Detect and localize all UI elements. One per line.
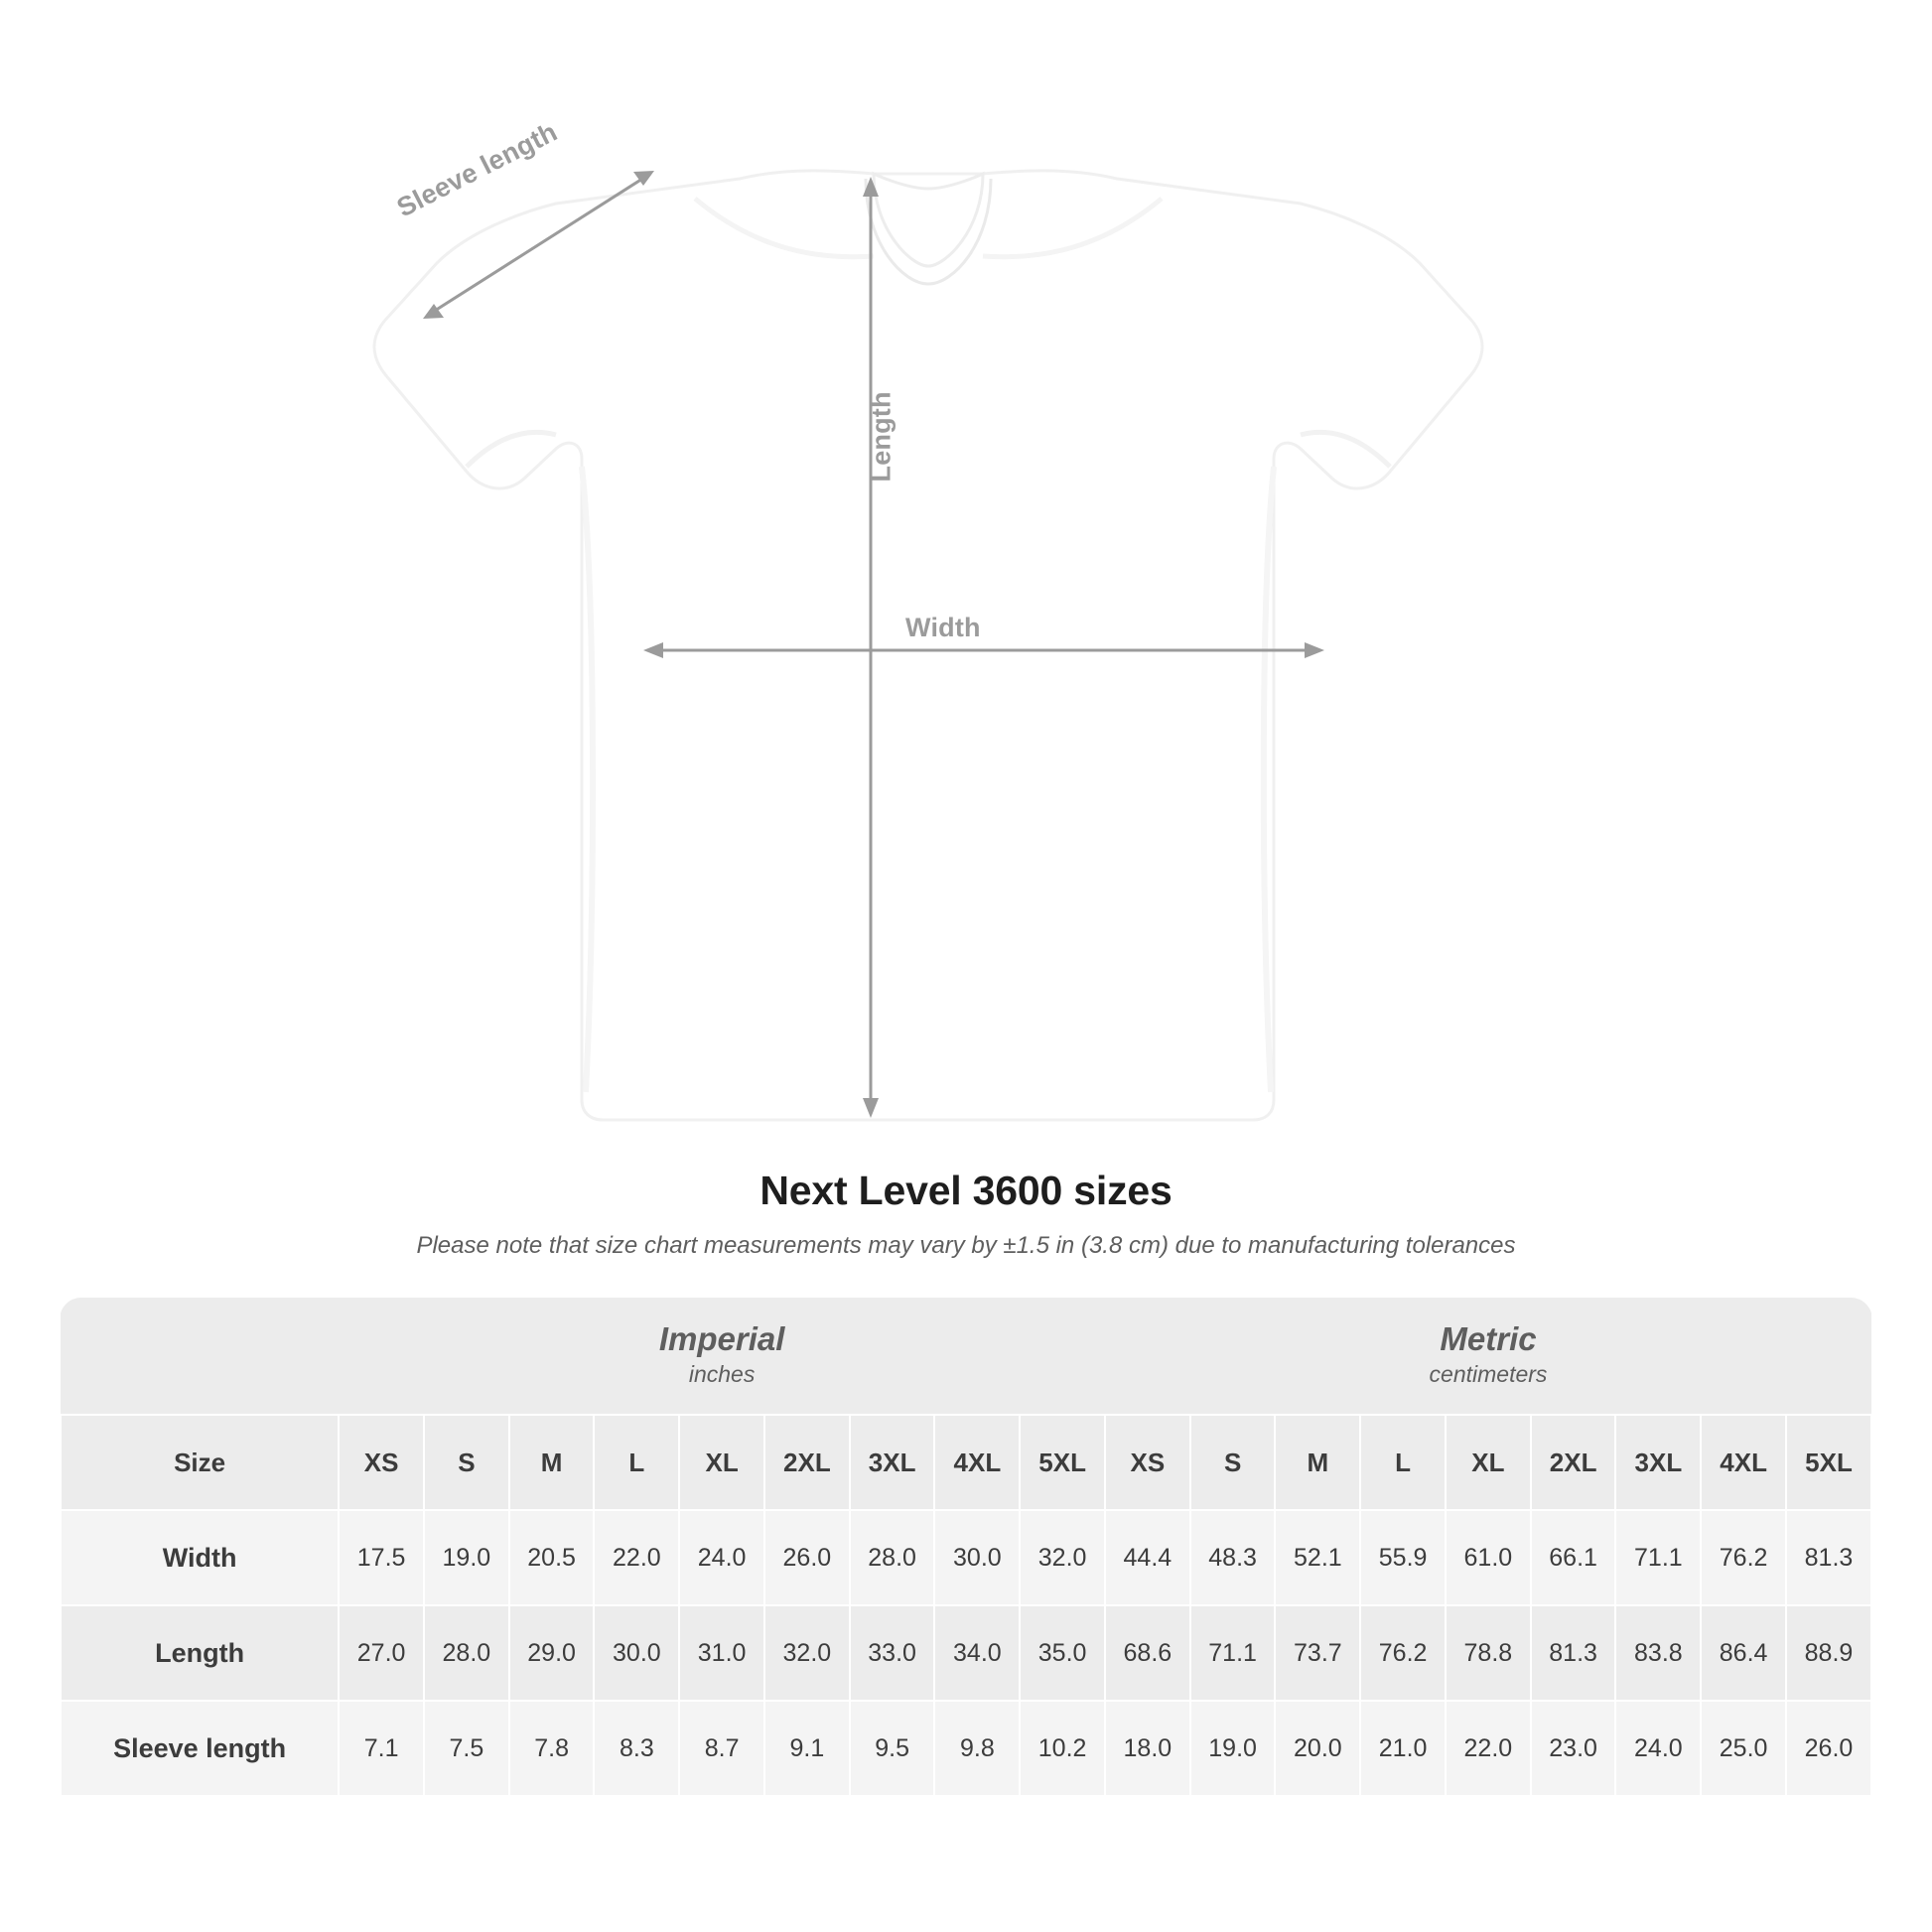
measurement-cell: 20.0 (1275, 1701, 1360, 1796)
size-column-header: L (594, 1415, 679, 1510)
measurement-cell: 61.0 (1446, 1510, 1531, 1605)
sleeve-length-label: Sleeve length (391, 116, 562, 223)
unit-group-sublabel: inches (688, 1361, 756, 1388)
width-label: Width (905, 613, 981, 642)
measurement-cell: 27.0 (339, 1605, 424, 1701)
measurement-cell: 24.0 (1615, 1701, 1701, 1796)
title-block (0, 1168, 1932, 1260)
measurement-cell: 73.7 (1275, 1605, 1360, 1701)
measurement-cell: 18.0 (1105, 1701, 1190, 1796)
measurement-cell: 44.4 (1105, 1510, 1190, 1605)
table-row (61, 1605, 1871, 1701)
size-column-header: S (424, 1415, 509, 1510)
measurement-cell: 30.0 (934, 1510, 1020, 1605)
size-row-header: Size (61, 1415, 339, 1510)
measurement-cell: 81.3 (1786, 1510, 1871, 1605)
unit-header-row (61, 1298, 1871, 1415)
tolerance-note: Please note that size chart measurements may vary by ±1.5 in (3.8 cm) due to manufacturing tolerances (416, 1232, 1516, 1259)
measurement-cell: 83.8 (1615, 1605, 1701, 1701)
measurement-cell: 28.0 (850, 1510, 935, 1605)
size-column-header: 2XL (1531, 1415, 1616, 1510)
unit-group-header (339, 1298, 1105, 1415)
measurement-cell: 19.0 (424, 1510, 509, 1605)
unit-group-name: Metric (1440, 1320, 1537, 1358)
measurement-cell: 68.6 (1105, 1605, 1190, 1701)
measurement-cell: 9.1 (764, 1701, 850, 1796)
size-column-header: 5XL (1020, 1415, 1105, 1510)
measurement-cell: 66.1 (1531, 1510, 1616, 1605)
size-chart-table (60, 1298, 1872, 1797)
measurement-cell: 7.1 (339, 1701, 424, 1796)
measurement-row-label: Length (61, 1605, 339, 1701)
measurement-cell: 88.9 (1786, 1605, 1871, 1701)
measurement-cell: 33.0 (850, 1605, 935, 1701)
length-label: Length (866, 391, 897, 483)
size-column-header: XL (1446, 1415, 1531, 1510)
table-corner-cell (61, 1298, 339, 1415)
size-column-header: 3XL (850, 1415, 935, 1510)
measurement-row-label: Sleeve length (61, 1701, 339, 1796)
measurement-cell: 9.8 (934, 1701, 1020, 1796)
measurement-cell: 24.0 (679, 1510, 764, 1605)
measurement-cell: 71.1 (1615, 1510, 1701, 1605)
measurement-row-label: Width (61, 1510, 339, 1605)
measurement-cell: 22.0 (1446, 1701, 1531, 1796)
measurement-cell: 10.2 (1020, 1701, 1105, 1796)
measurement-cell: 55.9 (1360, 1510, 1446, 1605)
size-column-header: L (1360, 1415, 1446, 1510)
table-row (61, 1510, 1871, 1605)
measurement-cell: 76.2 (1360, 1605, 1446, 1701)
measurement-cell: 7.5 (424, 1701, 509, 1796)
unit-group-sublabel: centimeters (1429, 1361, 1548, 1388)
measurement-cell: 8.3 (594, 1701, 679, 1796)
measurement-cell: 71.1 (1190, 1605, 1276, 1701)
size-header-row (61, 1415, 1871, 1510)
measurement-cell: 17.5 (339, 1510, 424, 1605)
size-column-header: XS (1105, 1415, 1190, 1510)
page-title: Next Level 3600 sizes (759, 1168, 1173, 1213)
measurement-cell: 9.5 (850, 1701, 935, 1796)
size-column-header: 4XL (1701, 1415, 1786, 1510)
measurement-cell: 20.5 (509, 1510, 595, 1605)
measurement-cell: 32.0 (764, 1605, 850, 1701)
size-column-header: XS (339, 1415, 424, 1510)
measurement-cell: 48.3 (1190, 1510, 1276, 1605)
measurement-cell: 76.2 (1701, 1510, 1786, 1605)
measurement-cell: 34.0 (934, 1605, 1020, 1701)
size-column-header: M (1275, 1415, 1360, 1510)
measurement-cell: 78.8 (1446, 1605, 1531, 1701)
size-column-header: 5XL (1786, 1415, 1871, 1510)
measurement-cell: 31.0 (679, 1605, 764, 1701)
measurement-cell: 52.1 (1275, 1510, 1360, 1605)
measurement-cell: 19.0 (1190, 1701, 1276, 1796)
table-row (61, 1701, 1871, 1796)
measurement-cell: 81.3 (1531, 1605, 1616, 1701)
measurement-cell: 8.7 (679, 1701, 764, 1796)
tshirt-shape (374, 171, 1482, 1120)
size-column-header: 4XL (934, 1415, 1020, 1510)
size-column-header: 3XL (1615, 1415, 1701, 1510)
measurement-cell: 35.0 (1020, 1605, 1105, 1701)
measurement-cell: 86.4 (1701, 1605, 1786, 1701)
size-column-header: 2XL (764, 1415, 850, 1510)
measurement-cell: 29.0 (509, 1605, 595, 1701)
measurement-cell: 26.0 (1786, 1701, 1871, 1796)
unit-group-name: Imperial (658, 1320, 785, 1358)
unit-group-header (1105, 1298, 1871, 1415)
measurement-cell: 32.0 (1020, 1510, 1105, 1605)
size-column-header: M (509, 1415, 595, 1510)
size-column-header: XL (679, 1415, 764, 1510)
measurement-cell: 25.0 (1701, 1701, 1786, 1796)
measurement-cell: 30.0 (594, 1605, 679, 1701)
size-chart-table-wrap (60, 1298, 1872, 1797)
measurement-cell: 22.0 (594, 1510, 679, 1605)
measurement-cell: 28.0 (424, 1605, 509, 1701)
measurement-cell: 23.0 (1531, 1701, 1616, 1796)
measurement-cell: 7.8 (509, 1701, 595, 1796)
size-column-header: S (1190, 1415, 1276, 1510)
measurement-cell: 26.0 (764, 1510, 850, 1605)
measurement-cell: 21.0 (1360, 1701, 1446, 1796)
